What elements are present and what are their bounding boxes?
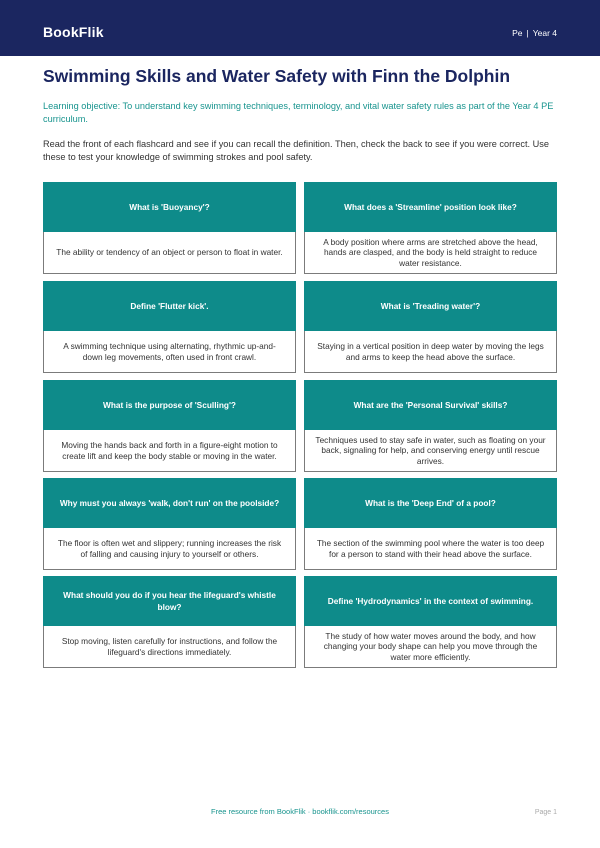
flashcard-front: Why must you always 'walk, don't run' on the poolside?: [43, 478, 296, 528]
flashcard[interactable]: [43, 380, 296, 472]
flashcard[interactable]: [43, 478, 296, 570]
flashcard-back: The floor is often wet and slippery; running increases the risk of falling and causing injury to yourself or others.: [43, 528, 296, 570]
page-number: Page 1: [534, 809, 557, 816]
page-title: Swimming Skills and Water Safety with Finn the Dolphin: [43, 66, 511, 86]
flashcard[interactable]: [304, 380, 557, 472]
flashcard[interactable]: [304, 281, 557, 373]
flashcard[interactable]: [43, 281, 296, 373]
flashcard-front: Define 'Hydrodynamics' in the context of swimming.: [304, 576, 557, 626]
flashcard-front: What is 'Buoyancy'?: [43, 182, 296, 232]
intro-text: Read the front of each flashcard and see if you can recall the definition. Then, check the back to see if you were correct. Use these to test your knowledge of swimming strokes and pool safety.: [43, 139, 549, 162]
breadcrumb-separator: |: [526, 28, 529, 38]
breadcrumb-subject[interactable]: Pe: [512, 28, 523, 38]
top-bar: [0, 0, 600, 56]
breadcrumb: [512, 28, 557, 38]
flashcard-front: What does a 'Streamline' position look like?: [304, 182, 557, 232]
flashcard-back: A body position where arms are stretched above the head, hands are clasped, and the body is held straight to reduce water resistance.: [304, 232, 557, 274]
flashcard[interactable]: [304, 576, 557, 668]
flashcard-back: The study of how water moves around the body, and how changing your body shape can help you move through the water more efficiently.: [304, 626, 557, 668]
flashcard[interactable]: [304, 478, 557, 570]
flashcard[interactable]: [43, 576, 296, 668]
flashcard-front: What is the 'Deep End' of a pool?: [304, 478, 557, 528]
flashcard-back: A swimming technique using alternating, rhythmic up-and-down leg movements, often used in front crawl.: [43, 331, 296, 373]
learning-objective: Learning objective: To understand key swimming techniques, terminology, and vital water safety rules as part of the Year 4 PE curriculum.: [43, 101, 554, 124]
flashcard-back: Staying in a vertical position in deep water by moving the legs and arms to keep the head above the surface.: [304, 331, 557, 373]
flashcard[interactable]: [304, 182, 557, 274]
brand-logo[interactable]: BookFlik: [43, 24, 104, 40]
flashcard-back: Stop moving, listen carefully for instructions, and follow the lifeguard's directions immediately.: [43, 626, 296, 668]
flashcard-back: Moving the hands back and forth in a figure-eight motion to create lift and keep the body stable or moving in the water.: [43, 430, 296, 472]
flashcard-front: What is 'Treading water'?: [304, 281, 557, 331]
flashcard-front: What should you do if you hear the lifeguard's whistle blow?: [43, 576, 296, 626]
breadcrumb-year[interactable]: Year 4: [532, 28, 557, 38]
footer-link[interactable]: Free resource from BookFlik · bookflik.com/resources: [211, 807, 389, 816]
flashcard-back: The section of the swimming pool where the water is too deep for a person to stand with their head above the surface.: [304, 528, 557, 570]
flashcard-back: The ability or tendency of an object or person to float in water.: [43, 232, 296, 274]
flashcard-front: What are the 'Personal Survival' skills?: [304, 380, 557, 430]
flashcard[interactable]: [43, 182, 296, 274]
flashcard-front: What is the purpose of 'Sculling'?: [43, 380, 296, 430]
flashcard-back: Techniques used to stay safe in water, such as floating on your back, signaling for help, and conserving energy until rescue arrives.: [304, 430, 557, 472]
flashcard-front: Define 'Flutter kick'.: [43, 281, 296, 331]
